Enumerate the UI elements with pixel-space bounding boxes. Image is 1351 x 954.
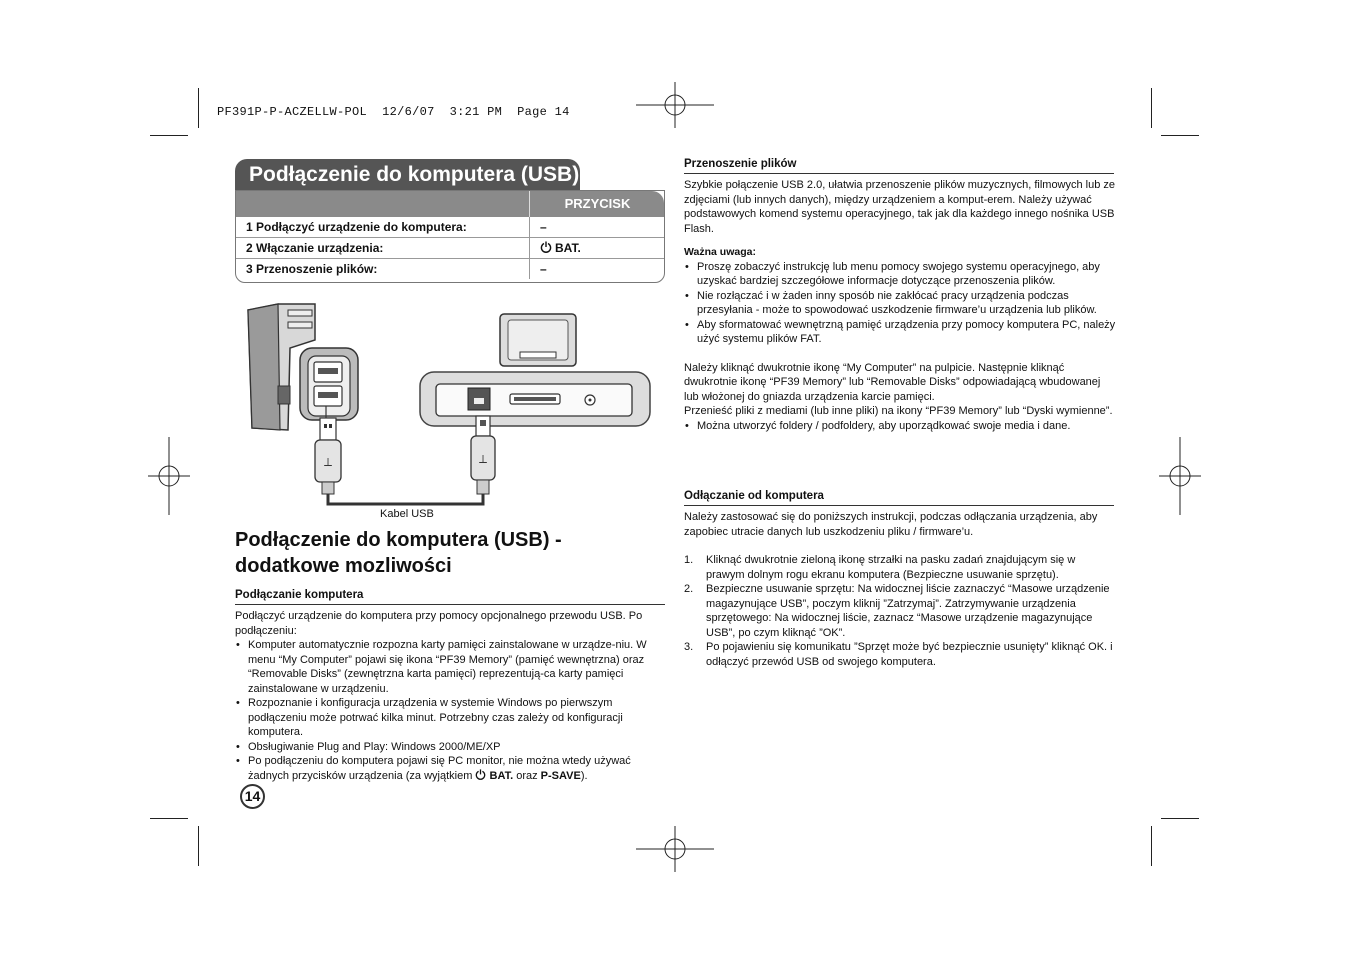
- svg-text:⟂: ⟂: [478, 452, 488, 466]
- usb-plug-icon: [315, 418, 341, 494]
- list-item: • Rozpoznanie i konfiguracja urządzenia w systemie Windows po pierwszym podłączeniu może potrwać kilka minut. Potrzebny czas zależy od konfiguracji komputera.: [235, 696, 667, 740]
- list-item: • Nie rozłączać i w żaden inny sposób nie zakłócać pracy urządzenia podczas przesyłania - może to spowodować uszkodzenie firmware’u urządzenia lub plików.: [684, 289, 1116, 318]
- list-item: • Komputer automatycznie rozpozna karty pamięci zainstalowane w urządze-niu. W menu “My Computer” pojawi się ikona “PF39 Memory” (pamięć wewnętrzna) oraz “Removable Disks” (zewnętrzna karta pamięci) reprezentują-ca karty pamięci zainstalowane w urządzeniu.: [235, 638, 667, 696]
- list-item: [684, 640, 1116, 669]
- svg-text:⟂: ⟂: [323, 455, 333, 469]
- list-item: • Aby sformatować wewnętrzną pamięć urządzenia przy pomocy komputera PC, należy użyć systemu plików FAT.: [684, 318, 1116, 347]
- transfer-heading: Przenoszenie plików: [684, 158, 1114, 174]
- transfer-para2: Przenieść pliki z mediami (lub inne pliki) na ikony “PF39 Memory” lub “Dyski wymienne”.: [684, 405, 1113, 417]
- table-row: [236, 259, 664, 279]
- list-item: • Obsługiwanie Plug and Play: Windows 2000/ME/XP: [235, 740, 667, 755]
- table-step: 1 Podłączyć urządzenie do komputera:: [246, 220, 467, 234]
- section-title-line2: dodatkowe mozliwości: [235, 555, 452, 577]
- mini-usb-plug-icon: [471, 416, 495, 494]
- usb-connection-illustration: [240, 300, 660, 515]
- connect-intro: Podłączyć urządzenie do komputera przy pomocy opcjonalnego przewodu USB. Po podłączeniu:: [235, 610, 643, 637]
- psave-label: P-SAVE: [540, 769, 581, 782]
- print-file-name: PF391P-P-ACZELLW-POL: [217, 105, 368, 119]
- table-row: [236, 238, 664, 259]
- print-header: [202, 91, 570, 119]
- step-text: Bezpieczne usuwanie sprzętu: Na widocznej liście zaznaczyć “Masowe urządzenie magazynujące USB”, poczym kliknij ”Zatrzymaj”. Zatrzymywanie urządzenia sprzętowego: Na widocznej liście, zaznacz “Masowe urządzenie magazynujące USB”, po czym kliknąć ”OK”.: [706, 583, 1110, 639]
- button-table: [235, 190, 665, 283]
- print-date: 12/6/07: [382, 105, 435, 119]
- print-time: 3:21 PM: [449, 105, 503, 119]
- page-number: 14: [240, 784, 265, 809]
- step-text: Kliknąć dwukrotnie zieloną ikonę strzałki na pasku zadań znajdującym się w prawym dolnym rogu ekranu komputera (Bezpieczne usuwanie sprzętu).: [706, 554, 1076, 581]
- power-icon: [540, 241, 552, 253]
- section-title-line1: Podłączenie do komputera (USB) -: [235, 529, 562, 551]
- step-number: 2.: [684, 583, 694, 595]
- print-page-label: Page 14: [517, 105, 570, 119]
- bullet-end: ).: [580, 769, 588, 782]
- registration-mark-bottom-icon: [636, 826, 716, 874]
- cable-label: Kabel USB: [380, 508, 434, 520]
- step-number: 3.: [684, 641, 694, 653]
- page-title: Podłączenie do komputera (USB): [235, 159, 580, 191]
- section-title: [235, 527, 665, 579]
- table-button: –: [529, 217, 665, 237]
- table-button-cell: [529, 238, 665, 258]
- disconnect-section: [684, 510, 1116, 669]
- disconnect-intro: Należy zastosować się do poniższych instrukcji, podczas odłączania urządzenia, aby zapobiec utracie danych lub uszkodzeniu pliku / firmware’u.: [684, 511, 1098, 538]
- bat-label: BAT.: [489, 769, 514, 782]
- power-icon: [475, 769, 486, 780]
- oraz-label: oraz: [516, 769, 538, 782]
- list-item-text: Po podłączeniu do komputera pojawi się PC monitor, nie można wtedy używać żadnych przycisków urządzenia (za wyjątkiem: [248, 755, 631, 782]
- table-column-header: PRZYCISK: [529, 191, 665, 217]
- table-row: [236, 217, 664, 238]
- registration-mark-top-icon: [636, 82, 716, 130]
- list-item: • Można utworzyć foldery / podfoldery, aby uporządkować swoje media i dane.: [684, 419, 1116, 434]
- table-button: BAT.: [555, 241, 581, 255]
- list-item: [235, 754, 667, 783]
- connect-heading: Podłączanie komputera: [235, 589, 665, 605]
- table-button: –: [529, 259, 665, 279]
- transfer-intro: Szybkie połączenie USB 2.0, ułatwia przenoszenie plików muzycznych, filmowych lub ze zdjęciami (lub innych danych), między urządzeniem a komput-erem. Należy używać podstawowych komend systemu operacyjnego, tak jak dla każdego innego nośnika USB Flash.: [684, 179, 1116, 235]
- list-item: [684, 553, 1116, 582]
- table-step: 2 Włączanie urządzenia:: [246, 241, 384, 255]
- list-item: [684, 582, 1116, 640]
- disconnect-heading: Odłączanie od komputera: [684, 490, 1114, 506]
- list-item: • Proszę zobaczyć instrukcję lub menu pomocy swojego systemu operacyjnego, aby uzyskać bardziej szczegółowe informacje dotyczące przenoszenia plików.: [684, 260, 1116, 289]
- usb-port-icon: [300, 348, 358, 420]
- step-text: Po pojawieniu się komunikatu ”Sprzęt może być bezpiecznie usunięty” kliknąć OK. i odłączyć przewód USB od swojego komputera.: [706, 641, 1113, 668]
- table-header: [236, 191, 664, 217]
- step-number: 1.: [684, 554, 694, 566]
- transfer-para1: Należy kliknąć dwukrotnie ikonę “My Computer” na pulpicie. Następnie kliknąć dwukrotnie ikonę “PF39 Memory” lub “Removable Disks” odpowiadającą wbudowanej lub włożonej do gniazda urządzenia karcie pamięci.: [684, 361, 1101, 403]
- registration-mark-left-icon: [148, 437, 192, 517]
- photo-frame-icon: [420, 314, 650, 426]
- note-heading: Ważna uwaga:: [684, 246, 756, 258]
- table-step: 3 Przenoszenie plików:: [246, 262, 378, 276]
- transfer-section: [684, 178, 1116, 433]
- connect-section: [235, 609, 667, 783]
- registration-mark-right-icon: [1159, 437, 1203, 517]
